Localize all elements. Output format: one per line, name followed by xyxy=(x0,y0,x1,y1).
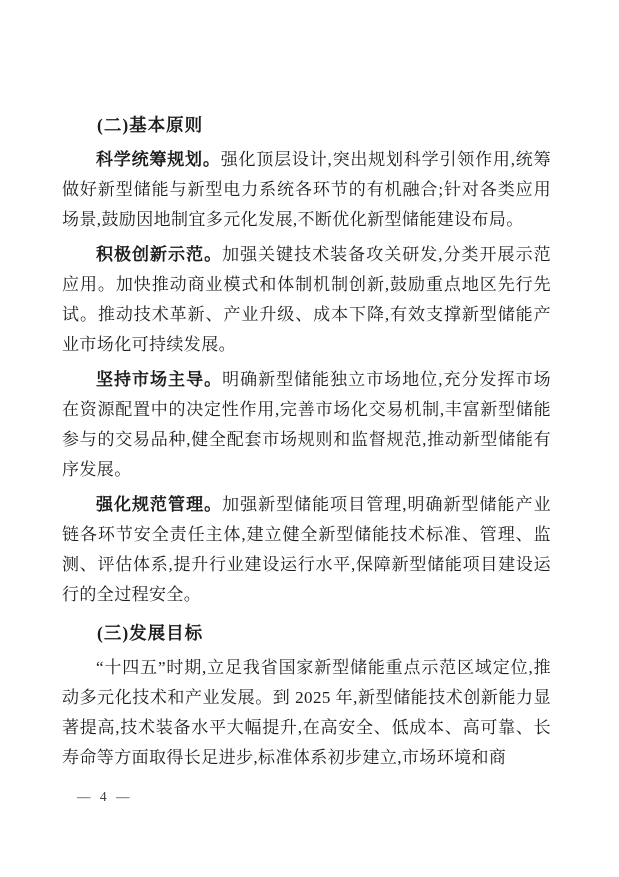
paragraph-lead-market-led: 坚持市场主导。 xyxy=(96,370,223,389)
paragraph-standardized-management xyxy=(62,490,551,610)
paragraph-scientific-planning xyxy=(62,145,551,235)
page-number: — 4 — xyxy=(77,789,133,804)
paragraph-text-innovation-demonstration: 加强关键技术装备攻关研发,分类开展示范应用。加快推动商业模式和体制机制创新,鼓励重点地区先行先试。推动技术革新、产业升级、成本下降,有效支撑新型储能产业市场化可持续发展。 xyxy=(62,245,551,354)
document-content xyxy=(62,110,551,778)
section-heading-development-goals: (三)发展目标 xyxy=(97,623,204,643)
paragraph-market-led xyxy=(62,365,551,485)
paragraph-development-goals xyxy=(62,653,551,773)
paragraph-text-standardized-management: 加强新型储能项目管理,明确新型储能产业链各环节安全责任主体,建立健全新型储能技术标准、管理、监测、评估体系,提升行业建设运行水平,保障新型储能项目建设运行的全过程安全。 xyxy=(62,495,551,604)
paragraph-lead-innovation-demonstration: 积极创新示范。 xyxy=(96,245,223,264)
paragraph-innovation-demonstration xyxy=(62,240,551,360)
paragraph-lead-scientific-planning: 科学统筹规划。 xyxy=(96,150,221,169)
paragraph-lead-standardized-management: 强化规范管理。 xyxy=(96,495,223,514)
paragraph-text-market-led: 明确新型储能独立市场地位,充分发挥市场在资源配置中的决定性作用,完善市场化交易机制,丰富新型储能参与的交易品种,健全配套市场规则和监督规范,推动新型储能有序发展。 xyxy=(62,370,551,479)
paragraph-text-development-goals: “十四五”时期,立足我省国家新型储能重点示范区域定位,推动多元化技术和产业发展。到 2025 年,新型储能技术创新能力显著提高,技术装备水平大幅提升,在高安全、低成本、高可靠、长寿命等方面取得长足进步,标准体系初步建立,市场环境和商 xyxy=(62,658,551,767)
paragraph-text-scientific-planning: 强化顶层设计,突出规划科学引领作用,统筹做好新型储能与新型电力系统各环节的有机融合;针对各类应用场景,鼓励因地制宜多元化发展,不断优化新型储能建设布局。 xyxy=(62,150,551,229)
section-heading-basic-principles: (二)基本原则 xyxy=(97,115,204,135)
